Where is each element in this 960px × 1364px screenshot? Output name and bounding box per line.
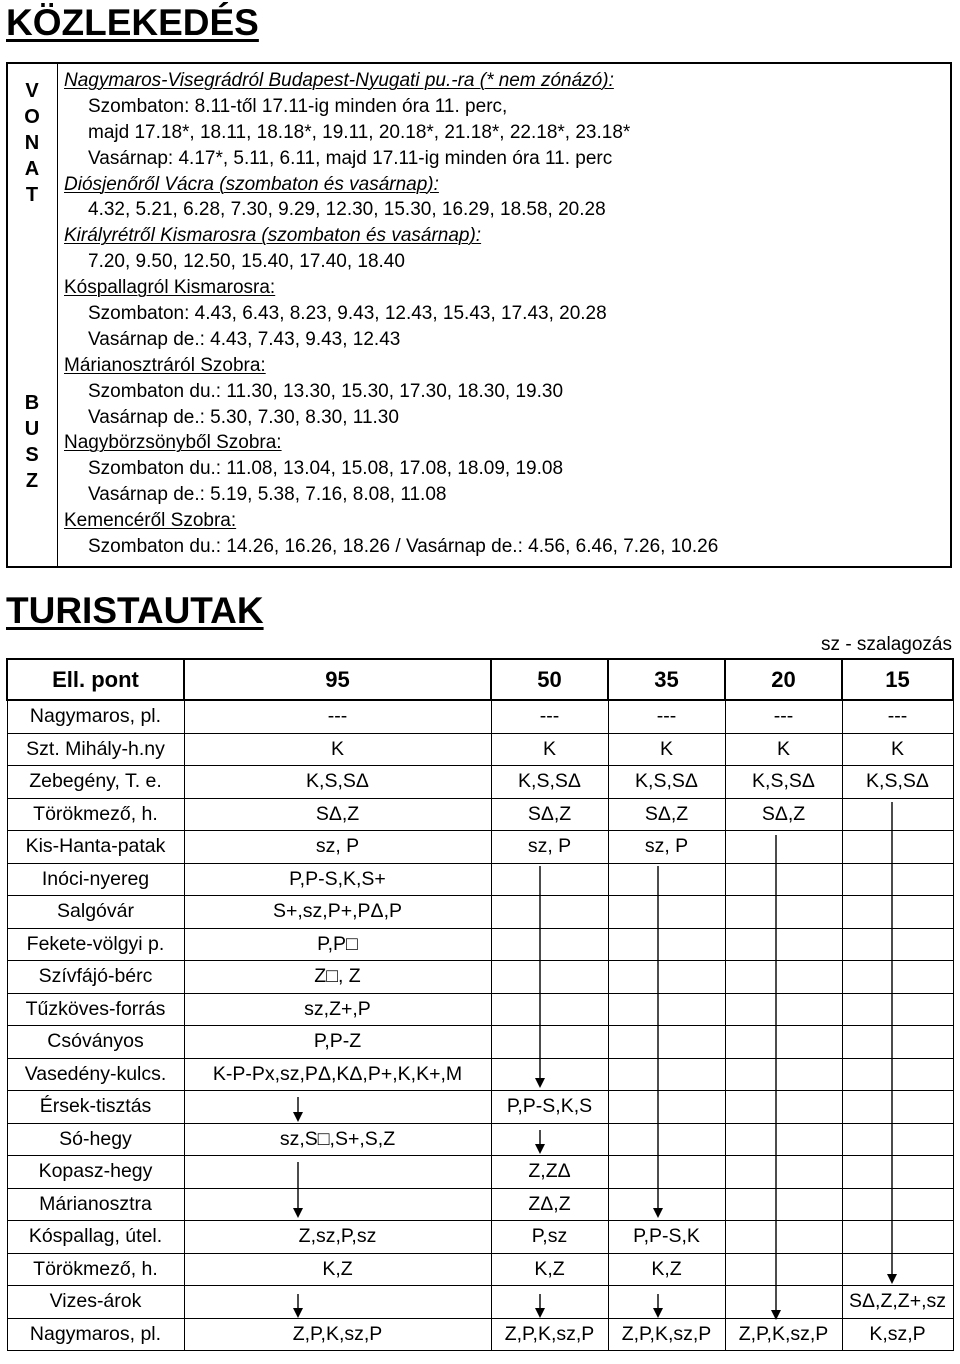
- table-row: [7, 1253, 953, 1286]
- header-distance: 15: [842, 659, 953, 700]
- schedule-line: Vasárnap: 4.17*, 5.11, 6.11, majd 17.11-ig minden óra 11. perc: [88, 147, 613, 169]
- checkpoint-name: Kóspallag, útel.: [7, 1221, 184, 1254]
- marking-cell: P,P-S,K,S+: [184, 863, 491, 896]
- side-letter: O: [24, 106, 40, 128]
- marking-cell: [725, 961, 842, 994]
- marking-cell: [842, 1123, 953, 1156]
- side-letter: Z: [25, 470, 39, 492]
- checkpoint-name: Nagymaros, pl.: [7, 1318, 184, 1351]
- marking-cell: K,sz,P: [842, 1318, 953, 1351]
- marking-cell: K-P-Px,sz,PΔ,KΔ,P+,K,K+,M: [184, 1058, 491, 1091]
- marking-cell: ---: [184, 700, 491, 733]
- marking-cell: [725, 896, 842, 929]
- transit-box: [6, 62, 952, 568]
- side-label-busz: [8, 390, 56, 494]
- marking-cell: Z,P,K,sz,P: [491, 1318, 608, 1351]
- table-row: [7, 928, 953, 961]
- marking-cell: sz,Z+,P: [184, 993, 491, 1026]
- marking-cell: P,P-Z: [184, 1026, 491, 1059]
- table-row: [7, 766, 953, 799]
- table-row: [7, 1058, 953, 1091]
- marking-cell: [491, 896, 608, 929]
- marking-cell: K: [491, 733, 608, 766]
- marking-cell: [184, 1286, 491, 1319]
- header-distance: 95: [184, 659, 491, 700]
- checkpoint-name: Szívfájó-bérc: [7, 961, 184, 994]
- marking-cell: K: [842, 733, 953, 766]
- marking-cell: [725, 928, 842, 961]
- marking-cell: Z,ZΔ: [491, 1156, 608, 1189]
- transit-section-title: KÖZLEKEDÉS: [6, 2, 259, 43]
- marking-cell: sz, P: [491, 831, 608, 864]
- marking-cell: K,S,SΔ: [608, 766, 725, 799]
- checkpoint-name: Nagymaros, pl.: [7, 700, 184, 733]
- marking-cell: [842, 1221, 953, 1254]
- marking-cell: K: [184, 733, 491, 766]
- marking-cell: [725, 1253, 842, 1286]
- marking-cell: ---: [842, 700, 953, 733]
- checkpoint-name: Törökmező, h.: [7, 798, 184, 831]
- marking-cell: SΔ,Z: [608, 798, 725, 831]
- marking-cell: SΔ,Z: [491, 798, 608, 831]
- side-letter: A: [24, 158, 40, 180]
- marking-cell: K,S,SΔ: [184, 766, 491, 799]
- schedule-line: Szombaton: 4.43, 6.43, 8.23, 9.43, 12.43, 15.43, 17.43, 20.28: [88, 303, 607, 325]
- checkpoint-name: Márianosztra: [7, 1188, 184, 1221]
- marking-cell: [725, 1091, 842, 1124]
- checkpoint-name: Zebegény, T. e.: [7, 766, 184, 799]
- side-letter: B: [24, 392, 40, 414]
- marking-cell: [725, 831, 842, 864]
- marking-cell: K,S,SΔ: [842, 766, 953, 799]
- header-checkpoint: Ell. pont: [7, 659, 184, 700]
- marking-cell: ---: [608, 700, 725, 733]
- marking-cell: [842, 961, 953, 994]
- marking-cell: [842, 1253, 953, 1286]
- header-distance: 20: [725, 659, 842, 700]
- marking-cell: [842, 1091, 953, 1124]
- checkpoint-name: Érsek-tisztás: [7, 1091, 184, 1124]
- table-row: [7, 733, 953, 766]
- marking-cell: [184, 1156, 491, 1189]
- marking-cell: K,Z: [184, 1253, 491, 1286]
- marking-cell: [491, 1286, 608, 1319]
- marking-cell: P,P-S,K: [608, 1221, 725, 1254]
- marking-cell: [842, 1188, 953, 1221]
- route-heading: Kemencéről Szobra:: [64, 510, 237, 532]
- marking-cell: [491, 961, 608, 994]
- table-row: [7, 863, 953, 896]
- checkpoint-name: Kopasz-hegy: [7, 1156, 184, 1189]
- marking-cell: sz, P: [184, 831, 491, 864]
- marking-cell: [842, 896, 953, 929]
- marking-cell: [725, 1188, 842, 1221]
- side-letter: T: [25, 184, 39, 206]
- transit-lines: [64, 68, 946, 560]
- table-header-row: [7, 659, 953, 700]
- route-heading: Kóspallagról Kismarosra:: [64, 277, 276, 299]
- marking-cell: [725, 1286, 842, 1319]
- table-row: [7, 1221, 953, 1254]
- table-row: [7, 1318, 953, 1351]
- table-row: [7, 993, 953, 1026]
- schedule-line: 4.32, 5.21, 6.28, 7.30, 9.29, 12.30, 15.30, 16.29, 18.58, 20.28: [88, 199, 606, 221]
- marking-cell: [491, 1058, 608, 1091]
- transit-side-labels: [8, 64, 58, 566]
- marking-cell: [842, 831, 953, 864]
- marking-cell: [725, 1221, 842, 1254]
- marking-cell: [725, 1156, 842, 1189]
- checkpoint-name: Fekete-völgyi p.: [7, 928, 184, 961]
- marking-cell: SΔ,Z,Z+,sz: [842, 1286, 953, 1319]
- checkpoint-name: Vasedény-kulcs.: [7, 1058, 184, 1091]
- marking-cell: P,P□: [184, 928, 491, 961]
- marking-cell: [608, 928, 725, 961]
- marking-cell: [725, 1058, 842, 1091]
- route-heading: Márianosztráról Szobra:: [64, 354, 266, 376]
- side-label-volan: [8, 78, 56, 208]
- checkpoint-name: Kis-Hanta-patak: [7, 831, 184, 864]
- marking-cell: sz,S□,S+,S,Z: [184, 1123, 491, 1156]
- marking-cell: [184, 1188, 491, 1221]
- marking-cell: [608, 1286, 725, 1319]
- marking-cell: [608, 1058, 725, 1091]
- checkpoint-name: Só-hegy: [7, 1123, 184, 1156]
- marking-cell: [491, 863, 608, 896]
- table-row: [7, 1123, 953, 1156]
- marking-cell: SΔ,Z: [184, 798, 491, 831]
- marking-cell: [491, 1123, 608, 1156]
- table-row: [7, 1188, 953, 1221]
- trail-table: [6, 658, 952, 1351]
- marking-cell: [608, 1091, 725, 1124]
- marking-cell: [842, 1156, 953, 1189]
- marking-cell: [842, 928, 953, 961]
- checkpoint-name: Csóványos: [7, 1026, 184, 1059]
- marking-cell: P,P-S,K,S: [491, 1091, 608, 1124]
- marking-cell: [842, 1026, 953, 1059]
- marking-cell: sz, P: [608, 831, 725, 864]
- checkpoint-name: Törökmező, h.: [7, 1253, 184, 1286]
- checkpoint-name: Inóci-nyereg: [7, 863, 184, 896]
- checkpoint-name: Szt. Mihály-h.ny: [7, 733, 184, 766]
- marking-cell: Z,P,K,sz,P: [608, 1318, 725, 1351]
- marking-cell: K,Z: [491, 1253, 608, 1286]
- table-row: [7, 1026, 953, 1059]
- header-distance: 50: [491, 659, 608, 700]
- schedule-line: Szombaton du.: 11.08, 13.04, 15.08, 17.08, 18.09, 19.08: [88, 458, 564, 480]
- schedule-line: Szombaton: 8.11-től 17.11-ig minden óra 11. perc,: [88, 95, 508, 117]
- marking-cell: [842, 993, 953, 1026]
- header-distance: 35: [608, 659, 725, 700]
- schedule-line: 7.20, 9.50, 12.50, 15.40, 17.40, 18.40: [88, 251, 405, 273]
- side-letter: V: [25, 80, 39, 102]
- table-row: [7, 896, 953, 929]
- marking-cell: P,sz: [491, 1221, 608, 1254]
- marking-cell: [842, 1058, 953, 1091]
- marking-cell: K: [725, 733, 842, 766]
- marking-cell: K,S,SΔ: [491, 766, 608, 799]
- marking-cell: [608, 896, 725, 929]
- marking-cell: [725, 863, 842, 896]
- schedule-line: Szombaton du.: 14.26, 16.26, 18.26 / Vasárnap de.: 4.56, 6.46, 7.26, 10.26: [88, 536, 719, 558]
- checkpoint-name: Salgóvár: [7, 896, 184, 929]
- marking-cell: [608, 1188, 725, 1221]
- marking-cell: [608, 1123, 725, 1156]
- legend-text: sz - szalagozás: [821, 634, 952, 655]
- marking-cell: K,Z: [608, 1253, 725, 1286]
- table-row: [7, 961, 953, 994]
- table-row: [7, 798, 953, 831]
- marking-cell: [491, 928, 608, 961]
- schedule-line: Vasárnap de.: 5.30, 7.30, 8.30, 11.30: [88, 406, 399, 428]
- marking-cell: [491, 993, 608, 1026]
- marking-cell: K: [608, 733, 725, 766]
- marking-cell: [725, 1123, 842, 1156]
- trails-section-title: TURISTAUTAK: [6, 590, 264, 631]
- marking-cell: [725, 993, 842, 1026]
- schedule-line: Vasárnap de.: 4.43, 7.43, 9.43, 12.43: [88, 328, 401, 350]
- table-row: [7, 1156, 953, 1189]
- marking-cell: ---: [491, 700, 608, 733]
- marking-cell: Z□, Z: [184, 961, 491, 994]
- marking-cell: [608, 961, 725, 994]
- marking-cell: S+,sz,P+,PΔ,P: [184, 896, 491, 929]
- marking-cell: [842, 798, 953, 831]
- route-heading: Királyrétről Kismarosra (szombaton és vasárnap):: [64, 225, 482, 247]
- marking-cell: [184, 1091, 491, 1124]
- table-row: [7, 831, 953, 864]
- schedule-line: Vasárnap de.: 5.19, 5.38, 7.16, 8.08, 11.08: [88, 484, 447, 506]
- marking-cell: ---: [725, 700, 842, 733]
- marking-cell: [491, 1026, 608, 1059]
- marking-cell: [608, 863, 725, 896]
- marking-cell: [842, 863, 953, 896]
- table-row: [7, 1091, 953, 1124]
- marking-cell: ZΔ,Z: [491, 1188, 608, 1221]
- side-letter: N: [24, 132, 40, 154]
- table-row: [7, 700, 953, 733]
- marking-cell: Z,P,K,sz,P: [184, 1318, 491, 1351]
- marking-cell: [725, 1026, 842, 1059]
- marking-cell: [608, 1156, 725, 1189]
- side-letter: S: [25, 444, 39, 466]
- checkpoint-name: Vizes-árok: [7, 1286, 184, 1319]
- marking-cell: Z,P,K,sz,P: [725, 1318, 842, 1351]
- table-body: [7, 700, 953, 1351]
- marking-cell: [608, 1026, 725, 1059]
- schedule-line: Szombaton du.: 11.30, 13.30, 15.30, 17.30, 18.30, 19.30: [88, 380, 564, 402]
- marking-cell: Z,sz,P,sz: [184, 1221, 491, 1254]
- route-heading: Nagymaros-Visegrádról Budapest-Nyugati pu.-ra (* nem zónázó):: [64, 70, 614, 91]
- marking-cell: SΔ,Z: [725, 798, 842, 831]
- checkpoint-name: Tűzköves-forrás: [7, 993, 184, 1026]
- marking-cell: [608, 993, 725, 1026]
- marking-cell: K,S,SΔ: [725, 766, 842, 799]
- route-heading: Diósjenőről Vácra (szombaton és vasárnap):: [64, 173, 439, 195]
- route-heading: Nagybörzsönyből Szobra:: [64, 432, 282, 454]
- schedule-line: majd 17.18*, 18.11, 18.18*, 19.11, 20.18*, 21.18*, 22.18*, 23.18*: [88, 121, 631, 143]
- side-letter: U: [24, 418, 40, 440]
- table-row: [7, 1286, 953, 1319]
